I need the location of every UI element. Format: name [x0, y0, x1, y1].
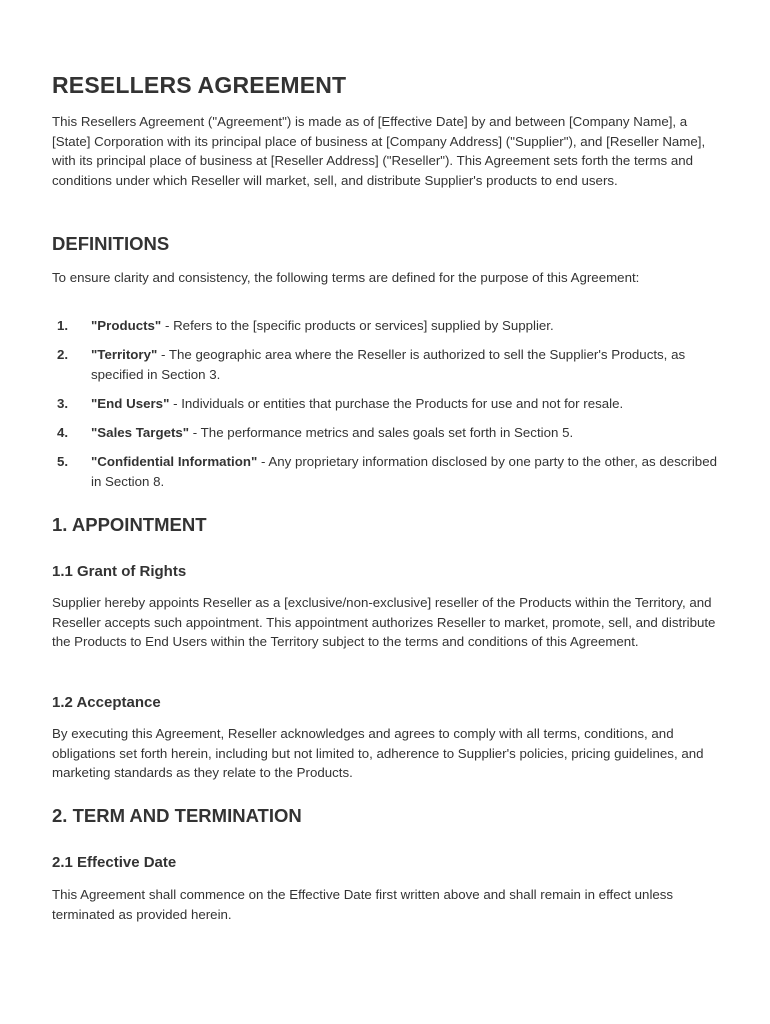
- definition-number: 3.: [57, 395, 69, 411]
- definition-text: - Individuals or entities that purchase the Products for use and not for resale.: [169, 395, 624, 411]
- definitions-list: [52, 316, 719, 491]
- definition-text: - Refers to the [specific products or services] supplied by Supplier.: [161, 318, 554, 333]
- grant-of-rights-heading: 1.1 Grant of Rights: [52, 563, 187, 580]
- effective-date-text: This Agreement shall commence on the Effective Date first written above and shall remain in effect unless terminated as provided herein.: [52, 887, 674, 922]
- acceptance-heading: 1.2 Acceptance: [52, 694, 161, 711]
- term-termination-heading: 2. TERM AND TERMINATION: [52, 805, 302, 826]
- grant-of-rights-text: Supplier hereby appoints Reseller as a [exclusive/non-exclusive] reseller of the Products within the Territory, and Reseller accepts such appointment. This appointment authorizes Reseller to market, promote, sell, and distribute the Products to End Users within the Territory subject to the terms and conditions of this Agreement.: [52, 595, 716, 650]
- definition-term: "Territory": [91, 347, 158, 363]
- definition-number: 5.: [57, 453, 69, 469]
- document-title: RESELLERS AGREEMENT: [52, 72, 347, 98]
- definitions-lead: To ensure clarity and consistency, the following terms are defined for the purpose of this Agreement:: [52, 270, 640, 285]
- definition-term: "Confidential Information": [91, 453, 258, 469]
- definition-text: - The geographic area where the Reseller is authorized to sell the Supplier's Products, as specified in Section 3.: [91, 347, 686, 382]
- definition-item: [52, 452, 719, 491]
- effective-date-heading: 2.1 Effective Date: [52, 854, 177, 871]
- definitions-heading: DEFINITIONS: [52, 233, 170, 254]
- acceptance-text: By executing this Agreement, Reseller acknowledges and agrees to comply with all terms, conditions, and obligations set forth herein, including but not limited to, adherence to Supplier's policies, pricing guidelines, and marketing standards as they relate to the Products.: [52, 726, 704, 781]
- definition-text: - The performance metrics and sales goals set forth in Section 5.: [189, 424, 574, 440]
- definition-text: - Any proprietary information disclosed by one party to the other, as described in Section 8.: [91, 453, 717, 489]
- definition-item: [52, 316, 719, 336]
- definition-term: "Products": [91, 318, 162, 333]
- definition-item: [52, 423, 719, 443]
- definition-number: 2.: [57, 347, 69, 363]
- definition-term: "End Users": [91, 395, 170, 411]
- definition-number: 1.: [57, 318, 69, 333]
- definition-term: "Sales Targets": [91, 424, 190, 440]
- definition-item: [52, 345, 719, 384]
- definition-number: 4.: [57, 424, 69, 440]
- appointment-heading: 1. APPOINTMENT: [52, 514, 207, 535]
- intro-paragraph: This Resellers Agreement ("Agreement") is made as of [Effective Date] by and between [Company Name], a [State] Corporation with its principal place of business at [Company Address] ("Supplier"), and [Reseller Name], with its principal place of business at [Reseller Address] ("Reseller"). This Agreement sets forth the terms and conditions under which Reseller will market, sell, and distribute Supplier's products to end users.: [52, 114, 706, 188]
- definition-item: [52, 394, 719, 414]
